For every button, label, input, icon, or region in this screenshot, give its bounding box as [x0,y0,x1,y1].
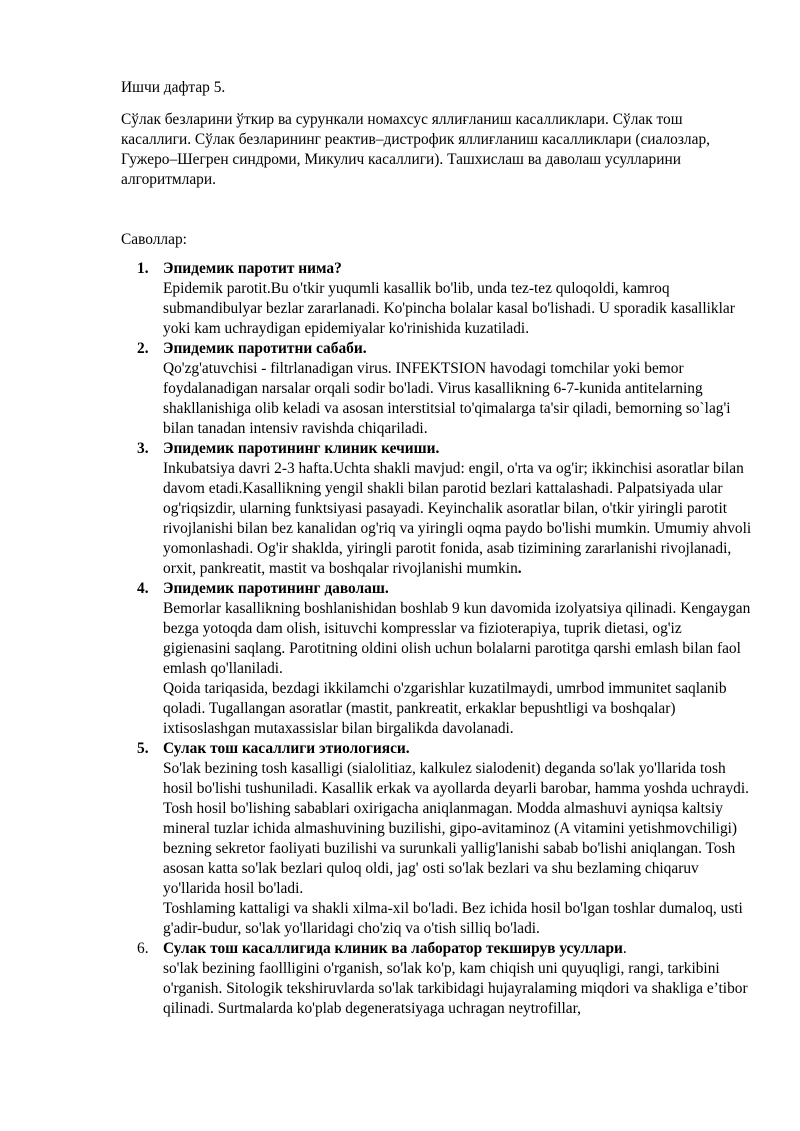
question-number: 3. [137,440,149,457]
question-item-6 [0,939,800,1019]
question-answer: Inkubatsiya davri 2-3 hafta.Uchta shakli mavjud: engil, o'rta va og'ir; ikkinchisi asoratlar bilan davom etadi.Kasallikning yengil shakli bilan parotid bezlari kattalashadi. Palpatsiyada ular og'riqsizdir, ularning funktsiyasi pasayadi. Keyinchalik asoratlar bilan, o'tkir yiringli parotit rivojlanishi bilan bez kanalidan og'riq va yiringli oqma paydo bo'lishi mumkin. Umumiy ahvoli yomonlashadi. Og'ir shaklda, yiringli parotit fonida, asab tizimining zararlanishi rivojlanadi, orxit, pankreatit, mastit va boshqalar rivojlanishi mumkin. [163,460,752,577]
topic-title: Сўлак безларини ўткир ва сурункали номахсус яллиғланиш касалликлари. Сўлак тош касаллиги. Сўлак безларининг реактив–дистрофик яллиғланиш касалликлари (сиалозлар, Гужеро–Шегрен синдроми, Микулич касаллиги). Ташхислаш ва даволаш усулларини алгоритмлари. [121,111,710,188]
question-title: Сулак тош касаллигида клиник ва лаборатор текширув усуллари. [163,940,627,957]
question-title: Эпидемик паротининг клиник кечиши. [163,440,440,457]
question-title: Сулак тош касаллиги этиологияси. [163,740,410,757]
questions-list [0,259,800,1019]
question-answer: Epidemik parotit.Bu o'tkir yuqumli kasallik bo'lib, unda tez-tez quloqoldi, kamroq submandibulyar bezlar zararlanadi. Ko'pincha bolalar kasal bo'lishadi. U sporadik kasalliklar yoki kam uchraydigan epidemiyalar ko'rinishida kuzatiladi. [163,280,735,337]
question-title: Эпидемик паротит нима? [163,260,342,277]
question-item-2 [0,339,800,439]
question-answer: so'lak bezining faollligini o'rganish, so'lak ko'p, kam chiqish uni quyuqligi, rangi, tarkibini o'rganish. Sitologik tekshiruvlarda so'lak tarkibidagi hujayralaming miqdori va shakliga e’tibor qilinadi. Surtmalarda ko'plab degeneratsiyaga uchragan neytrofillar, [163,960,748,1017]
question-answer-continued: Toshlaming kattaligi va shakli xilma-xil bo'ladi. Bez ichida hosil bo'lgan toshlar dumaloq, usti g'adir-budur, so'lak yo'llaridagi cho'ziq va o'tish silliq bo'ladi. [163,900,743,937]
question-title: Эпидемик паротининг даволаш. [163,580,389,597]
question-number: 2. [137,340,149,357]
question-number: 6. [137,940,149,957]
question-item-5 [0,739,800,939]
question-answer: Qo'zg'atuvchisi - filtrlanadigan virus. INFEKTSION havodagi tomchilar yoki bemor foydalanadigan narsalar orqali sodir bo'ladi. Virus kasallikning 6-7-kunida antitelarning shakllanishiga olib keladi va asosan interstitsial to'qimalarga ta'sir qiladi, bemorning so`lag'i bilan tanadan intensiv ravishda chiqariladi. [163,360,731,437]
question-answer: So'lak bezining tosh kasalligi (sialolitiaz, kalkulez sialodenit) deganda so'lak yo'llarida tosh hosil bo'lishi tushuniladi. Kasallik erkak va ayollarda deyarli barobar, hamma yoshda uchraydi. Tosh hosil bo'lishing sabablari oxirigacha aniqlanmagan. Modda almashuvi ayniqsa kaltsiy mineral tuzlar ichida almashuvining buzilishi, gipo-avitaminoz (A vitamini yetishmovchiligi) bezning sekretor faoliyati buzilishi va surunkali yallig'lanishi sabab bo'lishi aniqlangan. Tosh asosan katta so'lak bezlari quloq oldi, jag' osti so'lak bezlari va shu bezlaming chiqaruv yo'llarida hosil bo'ladi. [163,760,749,897]
workbook-header: Ишчи дафтар 5. [121,79,226,96]
question-item-3 [0,439,800,579]
questions-label: Саволлар: [121,231,187,248]
question-item-1 [0,259,800,339]
question-number: 1. [137,260,149,277]
question-number: 5. [137,740,149,757]
question-title: Эпидемик паротитни сабаби. [163,340,367,357]
question-number: 4. [137,580,149,597]
question-answer: Bemorlar kasallikning boshlanishidan boshlab 9 kun davomida izolyatsiya qilinadi. Kengaygan bezga yotoqda dam olish, isituvchi kompresslar va fizioterapiya, tuprik dietasi, og'iz gigienasini saqlang. Parotitning oldini olish uchun bolalarni parotitga qarshi emlash bilan faol emlash qo'llaniladi. [163,600,751,677]
question-answer-continued: Qoida tariqasida, bezdagi ikkilamchi o'zgarishlar kuzatilmaydi, umrbod immunitet saqlanib qoladi. Tugallangan asoratlar (mastit, pankreatit, erkaklar bepushtligi va boshqalar) ixtisoslashgan mutaxassislar bilan birgalikda davolanadi. [163,680,727,737]
question-item-4 [0,579,800,739]
